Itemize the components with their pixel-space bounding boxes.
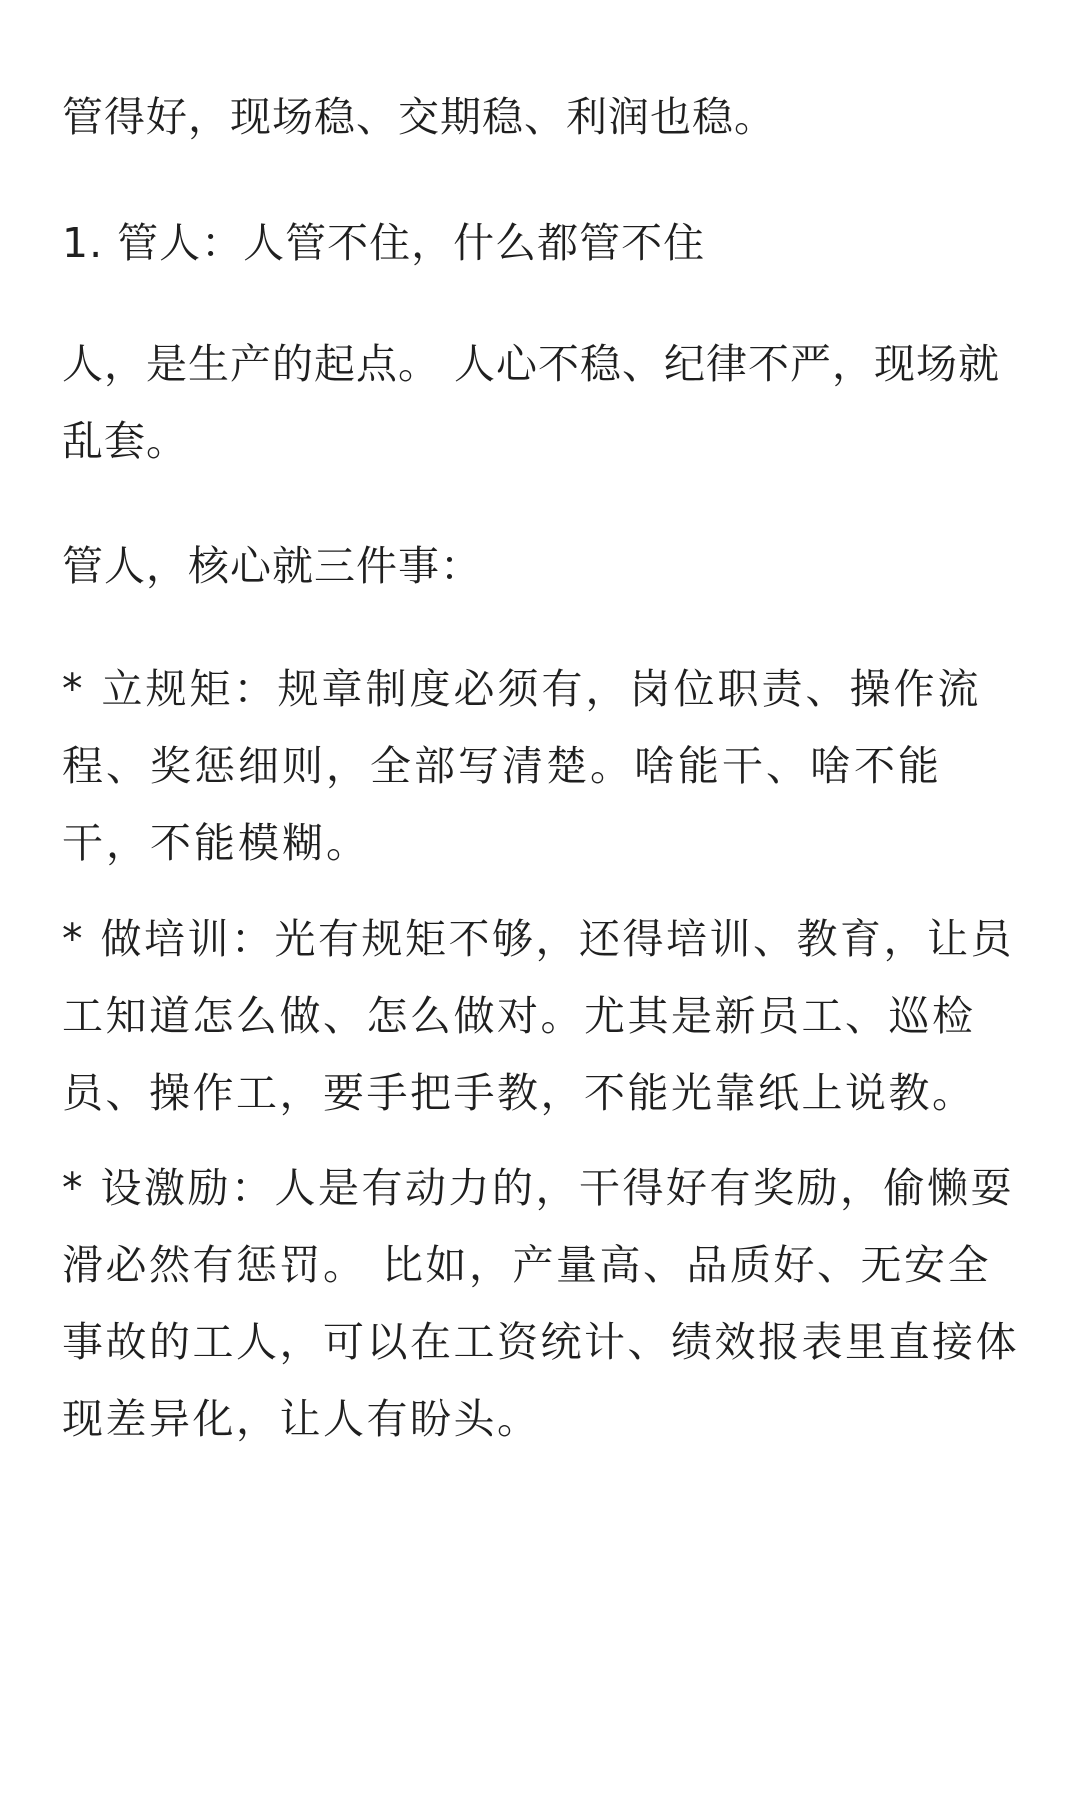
incentive-list-item: * 设激励：人是有动力的，干得好有奖励，偷懒耍滑必然有惩罚。 比如，产量高、品质好、无安全事故的工人，可以在工资统计、绩效报表里直接体现差异化，让人有盼头。 <box>62 1164 1019 1443</box>
training-list-item: * 做培训：光有规矩不够，还得培训、教育，让员工知道怎么做、怎么做对。尤其是新员工、巡检员、操作工，要手把手教，不能光靠纸上说教。 <box>62 915 1015 1117</box>
core-paragraph: 管人，核心就三件事： <box>62 542 482 590</box>
intro-paragraph: 管得好，现场稳、交期稳、利润也稳。 <box>62 93 776 141</box>
section-heading: 1. 管人：人管不住，什么都管不住 <box>62 219 706 267</box>
rule-list-item: * 立规矩：规章制度必须有，岗位职责、操作流程、奖惩细则，全部写清楚。啥能干、啥不能干，不能模糊。 <box>62 665 982 867</box>
people-paragraph: 人，是生产的起点。 人心不稳、纪律不严，现场就乱套。 <box>62 340 1001 465</box>
